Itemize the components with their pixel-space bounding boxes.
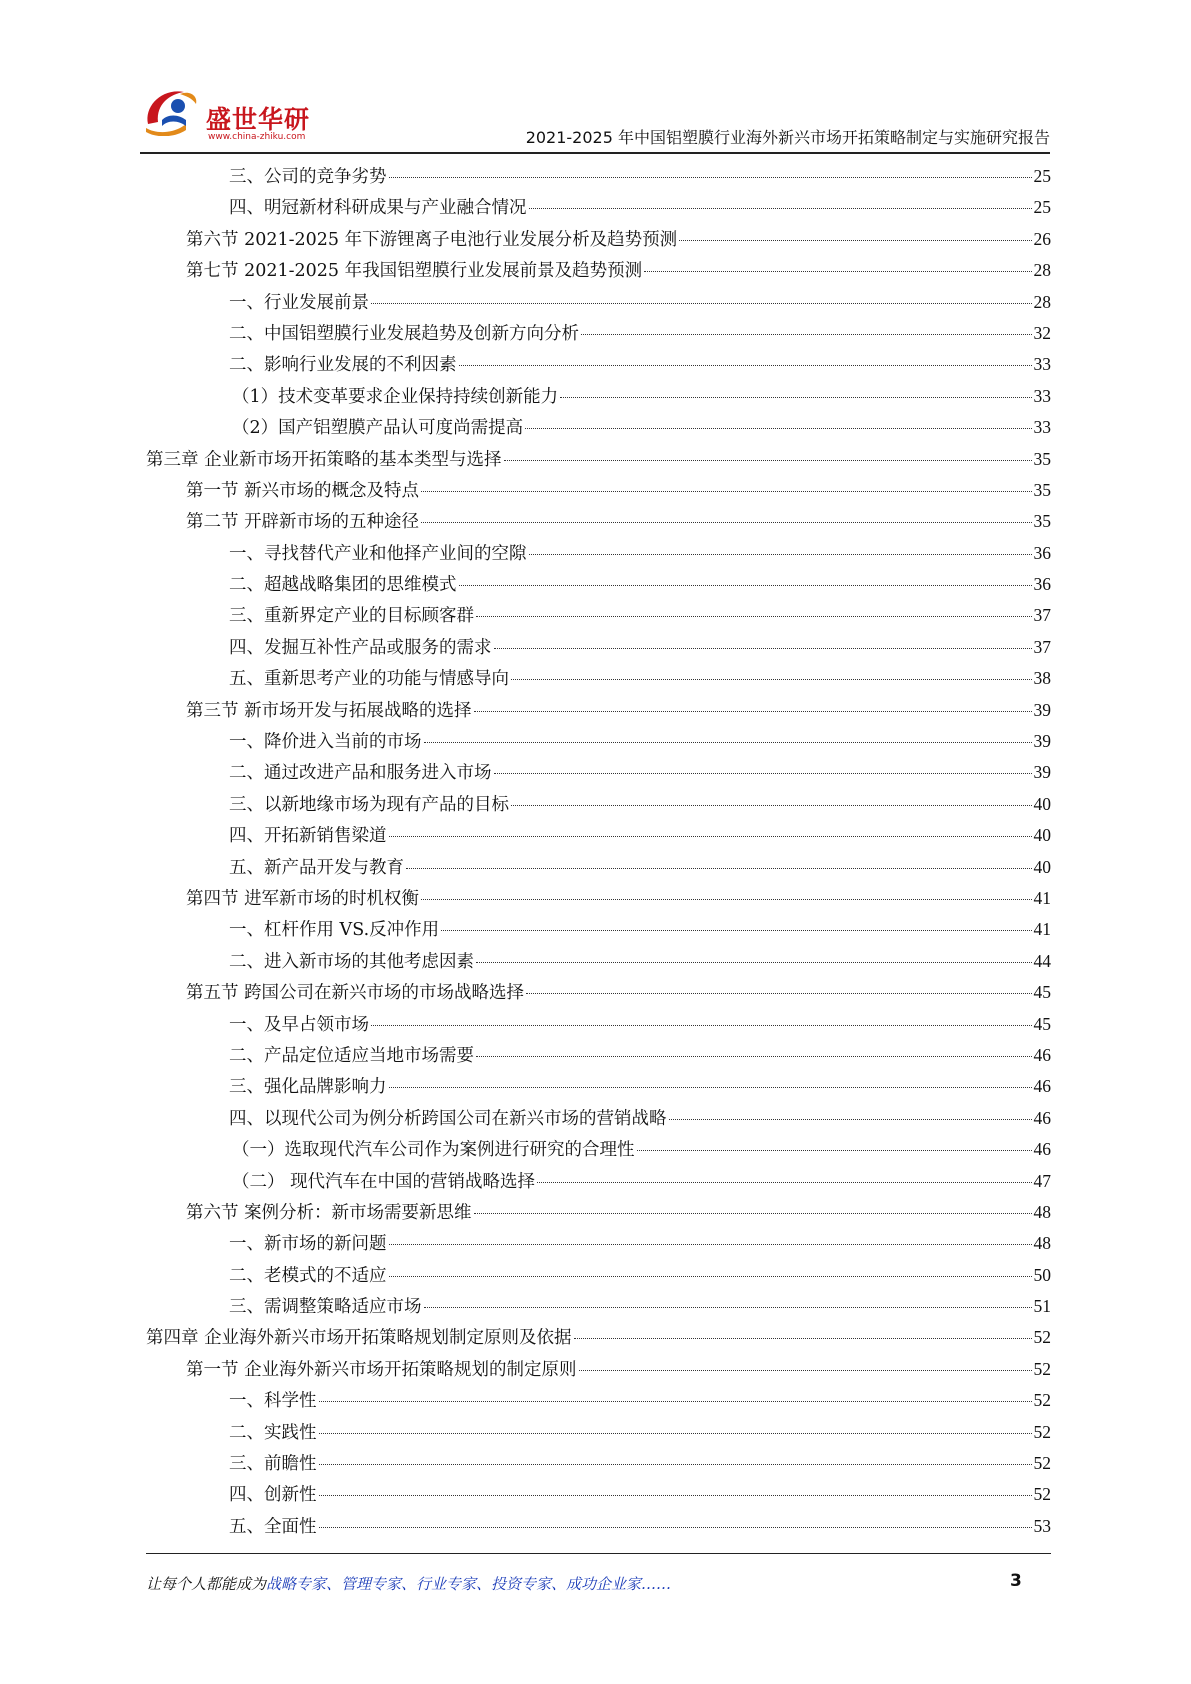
toc-entry-page: 50	[1033, 1264, 1051, 1285]
toc-dot-leader	[679, 240, 1031, 241]
toc-entry-page: 40	[1033, 793, 1051, 814]
toc-dot-leader	[637, 1150, 1032, 1151]
toc-entry-title: 五、全面性	[229, 1516, 317, 1537]
toc-entry-page: 52	[1033, 1327, 1051, 1348]
toc-dot-leader	[389, 177, 1032, 178]
toc-entry[interactable]	[146, 979, 1051, 1010]
toc-entry-title: 二、老模式的不适应	[229, 1265, 387, 1286]
toc-dot-leader	[421, 899, 1031, 900]
logo-url: www.china-zhiku.com	[208, 132, 306, 142]
toc-entry[interactable]	[146, 1105, 1051, 1136]
toc-entry-page: 52	[1033, 1390, 1051, 1411]
toc-entry[interactable]	[146, 1356, 1051, 1387]
toc-entry-title: 三、前瞻性	[229, 1454, 317, 1475]
toc-dot-leader	[476, 1056, 1032, 1057]
toc-dot-leader	[319, 1433, 1032, 1434]
toc-entry-page: 35	[1033, 479, 1051, 500]
toc-entry-page: 46	[1033, 1076, 1051, 1097]
toc-entry-page: 52	[1033, 1484, 1051, 1505]
toc-entry[interactable]	[146, 602, 1051, 633]
toc-entry-title: 第四节 进军新市场的时机权衡	[186, 888, 420, 909]
toc-entry[interactable]	[146, 1262, 1051, 1293]
toc-dot-leader	[389, 1244, 1032, 1245]
toc-dot-leader	[421, 491, 1031, 492]
toc-entry[interactable]	[146, 1136, 1051, 1167]
toc-entry[interactable]	[146, 383, 1051, 414]
toc-dot-leader	[389, 1276, 1032, 1277]
toc-entry[interactable]	[146, 697, 1051, 728]
header-divider	[140, 152, 1050, 154]
toc-entry-title: 第七节 2021-2025 年我国铝塑膜行业发展前景及趋势预测	[186, 261, 643, 282]
toc-dot-leader	[579, 1370, 1032, 1371]
toc-entry-page: 39	[1033, 731, 1051, 752]
toc-entry[interactable]	[146, 226, 1051, 257]
toc-entry-title: 四、创新性	[229, 1485, 317, 1506]
toc-dot-leader	[459, 585, 1032, 586]
toc-dot-leader	[389, 1087, 1032, 1088]
toc-entry-page: 48	[1033, 1201, 1051, 1222]
toc-entry-title: （二） 现代汽车在中国的营销战略选择	[232, 1171, 536, 1192]
toc-entry[interactable]	[146, 759, 1051, 790]
toc-dot-leader	[529, 208, 1032, 209]
toc-entry[interactable]	[146, 540, 1051, 571]
toc-entry-title: 三、重新界定产业的目标顾客群	[229, 606, 474, 627]
toc-dot-leader	[574, 1338, 1032, 1339]
toc-entry-title: 一、新市场的新问题	[229, 1234, 387, 1255]
toc-entry-title: 二、影响行业发展的不利因素	[229, 355, 457, 376]
toc-entry-title: 四、以现代公司为例分析跨国公司在新兴市场的营销战略	[229, 1108, 667, 1129]
toc-entry[interactable]	[146, 1387, 1051, 1418]
toc-entry-page: 33	[1033, 417, 1051, 438]
report-title: 2021-2025 年中国铝塑膜行业海外新兴市场开拓策略制定与实施研究报告	[525, 128, 1050, 147]
toc-dot-leader	[406, 868, 1032, 869]
toc-entry-page: 41	[1033, 919, 1051, 940]
toc-entry-title: 第三节 新市场开发与拓展战略的选择	[186, 700, 472, 721]
toc-entry[interactable]	[146, 1199, 1051, 1230]
toc-entry-title: 三、强化品牌影响力	[229, 1077, 387, 1098]
toc-entry-page: 48	[1033, 1233, 1051, 1254]
toc-entry-title: 一、寻找替代产业和他择产业间的空隙	[229, 543, 527, 564]
toc-entry-title: 第一节 新兴市场的概念及特点	[186, 480, 420, 501]
table-of-contents	[146, 163, 1051, 1544]
toc-entry-page: 36	[1033, 542, 1051, 563]
page-header	[140, 78, 1050, 154]
toc-entry-title: 二、中国铝塑膜行业发展趋势及创新方向分析	[229, 323, 579, 344]
slogan-prefix: 让每个人都能成为	[146, 1575, 267, 1593]
toc-entry-page: 28	[1033, 291, 1051, 312]
toc-dot-leader	[526, 993, 1031, 994]
toc-entry-page: 38	[1033, 668, 1051, 689]
toc-entry-page: 25	[1033, 166, 1051, 186]
toc-dot-leader	[511, 679, 1032, 680]
toc-entry-title: 四、明冠新材科研成果与产业融合情况	[229, 198, 527, 219]
toc-entry-title: 二、实践性	[229, 1422, 317, 1443]
toc-dot-leader	[525, 428, 1031, 429]
toc-entry-page: 35	[1033, 448, 1051, 469]
toc-entry-title: 一、行业发展前景	[229, 292, 369, 313]
toc-entry-page: 37	[1033, 636, 1051, 657]
toc-entry-page: 40	[1033, 825, 1051, 846]
toc-entry[interactable]	[146, 665, 1051, 696]
toc-dot-leader	[441, 930, 1031, 931]
toc-dot-leader	[474, 711, 1032, 712]
toc-entry-title: 第三章 企业新市场开拓策略的基本类型与选择	[146, 449, 502, 470]
toc-entry-page: 46	[1033, 1107, 1051, 1128]
toc-entry-title: 二、进入新市场的其他考虑因素	[229, 951, 474, 972]
toc-entry-title: 四、开拓新销售梁道	[229, 826, 387, 847]
toc-entry-page: 32	[1033, 322, 1051, 343]
toc-dot-leader	[319, 1464, 1032, 1465]
toc-dot-leader	[537, 1182, 1031, 1183]
toc-entry-title: 三、需调整策略适应市场	[229, 1297, 422, 1318]
page-number: 3	[1010, 1571, 1022, 1591]
toc-dot-leader	[504, 460, 1032, 461]
toc-entry[interactable]	[146, 571, 1051, 602]
toc-entry-title: （1）技术变革要求企业保持持续创新能力	[232, 386, 559, 407]
toc-entry[interactable]	[146, 446, 1051, 477]
toc-entry-page: 40	[1033, 856, 1051, 877]
toc-entry[interactable]	[146, 791, 1051, 822]
toc-entry[interactable]	[146, 822, 1051, 853]
logo	[140, 78, 320, 148]
toc-entry[interactable]	[146, 414, 1051, 445]
toc-dot-leader	[389, 836, 1032, 837]
toc-entry-page: 28	[1033, 260, 1051, 281]
toc-entry[interactable]	[146, 1481, 1051, 1512]
logo-name: 盛世华研	[206, 105, 311, 134]
toc-dot-leader	[371, 1025, 1032, 1026]
toc-entry-title: 第五节 跨国公司在新兴市场的市场战略选择	[186, 983, 525, 1004]
toc-entry-page: 46	[1033, 1044, 1051, 1065]
toc-entry[interactable]	[146, 1419, 1051, 1450]
toc-dot-leader	[669, 1119, 1032, 1120]
toc-dot-leader	[511, 805, 1032, 806]
toc-entry-page: 46	[1033, 1139, 1051, 1160]
toc-entry[interactable]	[146, 257, 1051, 288]
toc-entry-title: 二、通过改进产品和服务进入市场	[229, 763, 492, 784]
toc-entry-page: 45	[1033, 1013, 1051, 1034]
toc-entry[interactable]	[146, 320, 1051, 351]
toc-entry-title: 第六节 2021-2025 年下游锂离子电池行业发展分析及趋势预测	[186, 229, 678, 250]
toc-entry[interactable]	[146, 728, 1051, 759]
footer-divider	[146, 1553, 1051, 1554]
toc-entry-page: 35	[1033, 511, 1051, 532]
toc-dot-leader	[476, 616, 1032, 617]
toc-dot-leader	[644, 271, 1031, 272]
toc-entry-title: 第六节 案例分析：新市场需要新思维	[186, 1202, 472, 1223]
toc-entry[interactable]	[146, 1450, 1051, 1481]
toc-dot-leader	[529, 554, 1032, 555]
toc-entry-title: 二、产品定位适应当地市场需要	[229, 1045, 474, 1066]
toc-entry[interactable]	[146, 194, 1051, 225]
toc-entry-page: 45	[1033, 982, 1051, 1003]
toc-dot-leader	[421, 522, 1031, 523]
footer-slogan	[146, 1573, 671, 1594]
toc-dot-leader	[371, 303, 1032, 304]
toc-entry-page: 52	[1033, 1453, 1051, 1474]
toc-entry[interactable]	[146, 634, 1051, 665]
toc-entry[interactable]	[146, 1513, 1051, 1544]
toc-entry-page: 52	[1033, 1421, 1051, 1442]
toc-entry-title: 第四章 企业海外新兴市场开拓策略规划制定原则及依据	[146, 1328, 572, 1349]
toc-entry-title: （2）国产铝塑膜产品认可度尚需提高	[232, 418, 524, 439]
toc-entry-page: 33	[1033, 385, 1051, 406]
toc-dot-leader	[424, 742, 1032, 743]
toc-entry[interactable]	[146, 477, 1051, 508]
toc-entry[interactable]	[146, 1168, 1051, 1199]
toc-entry-page: 41	[1033, 887, 1051, 908]
toc-entry[interactable]	[146, 1324, 1051, 1355]
toc-entry-title: 五、重新思考产业的功能与情感导向	[229, 669, 509, 690]
toc-entry[interactable]	[146, 351, 1051, 382]
toc-entry-page: 37	[1033, 605, 1051, 626]
toc-entry[interactable]	[146, 289, 1051, 320]
toc-dot-leader	[494, 648, 1032, 649]
toc-dot-leader	[319, 1401, 1032, 1402]
toc-entry-title: 三、公司的竞争劣势	[229, 167, 387, 187]
toc-entry-page: 39	[1033, 762, 1051, 783]
toc-dot-leader	[459, 365, 1032, 366]
toc-entry-page: 39	[1033, 699, 1051, 720]
toc-entry-page: 52	[1033, 1358, 1051, 1379]
toc-dot-leader	[474, 1213, 1032, 1214]
toc-entry-title: （一）选取现代汽车公司作为案例进行研究的合理性	[232, 1140, 635, 1161]
toc-entry-title: 一、降价进入当前的市场	[229, 732, 422, 753]
toc-entry-title: 四、发掘互补性产品或服务的需求	[229, 637, 492, 658]
logo-icon	[140, 84, 202, 136]
toc-entry-title: 一、杠杆作用 VS.反冲作用	[229, 920, 440, 941]
toc-entry-title: 一、科学性	[229, 1391, 317, 1412]
toc-entry-page: 44	[1033, 950, 1051, 971]
slogan-highlight: 战略专家、管理专家、行业专家、投资专家、成功企业家……	[266, 1575, 672, 1593]
toc-entry[interactable]	[146, 916, 1051, 947]
toc-entry-page: 36	[1033, 574, 1051, 595]
toc-entry-title: 三、以新地缘市场为现有产品的目标	[229, 794, 509, 815]
toc-entry[interactable]	[146, 1073, 1051, 1104]
toc-entry-title: 二、超越战略集团的思维模式	[229, 575, 457, 596]
toc-dot-leader	[494, 773, 1032, 774]
toc-dot-leader	[319, 1527, 1032, 1528]
toc-entry-page: 51	[1033, 1296, 1051, 1317]
toc-entry-title: 第一节 企业海外新兴市场开拓策略规划的制定原则	[186, 1359, 577, 1380]
toc-entry[interactable]	[146, 1011, 1051, 1042]
toc-entry-page: 26	[1033, 228, 1051, 249]
toc-entry-title: 五、新产品开发与教育	[229, 857, 404, 878]
toc-dot-leader	[424, 1307, 1032, 1308]
toc-entry-title: 第二节 开辟新市场的五种途径	[186, 512, 420, 533]
toc-dot-leader	[319, 1495, 1032, 1496]
toc-entry-page: 33	[1033, 354, 1051, 375]
toc-entry[interactable]	[146, 163, 1051, 194]
toc-entry-title: 一、及早占领市场	[229, 1014, 369, 1035]
toc-entry[interactable]	[146, 1042, 1051, 1073]
toc-entry[interactable]	[146, 885, 1051, 916]
toc-entry[interactable]	[146, 948, 1051, 979]
toc-dot-leader	[560, 397, 1031, 398]
toc-entry[interactable]	[146, 854, 1051, 885]
toc-dot-leader	[581, 334, 1032, 335]
toc-entry[interactable]	[146, 1293, 1051, 1324]
toc-entry-page: 53	[1033, 1515, 1051, 1536]
toc-dot-leader	[476, 962, 1032, 963]
toc-entry-page: 25	[1033, 197, 1051, 218]
toc-entry[interactable]	[146, 1230, 1051, 1261]
toc-entry[interactable]	[146, 508, 1051, 539]
toc-entry-page: 47	[1033, 1170, 1051, 1191]
